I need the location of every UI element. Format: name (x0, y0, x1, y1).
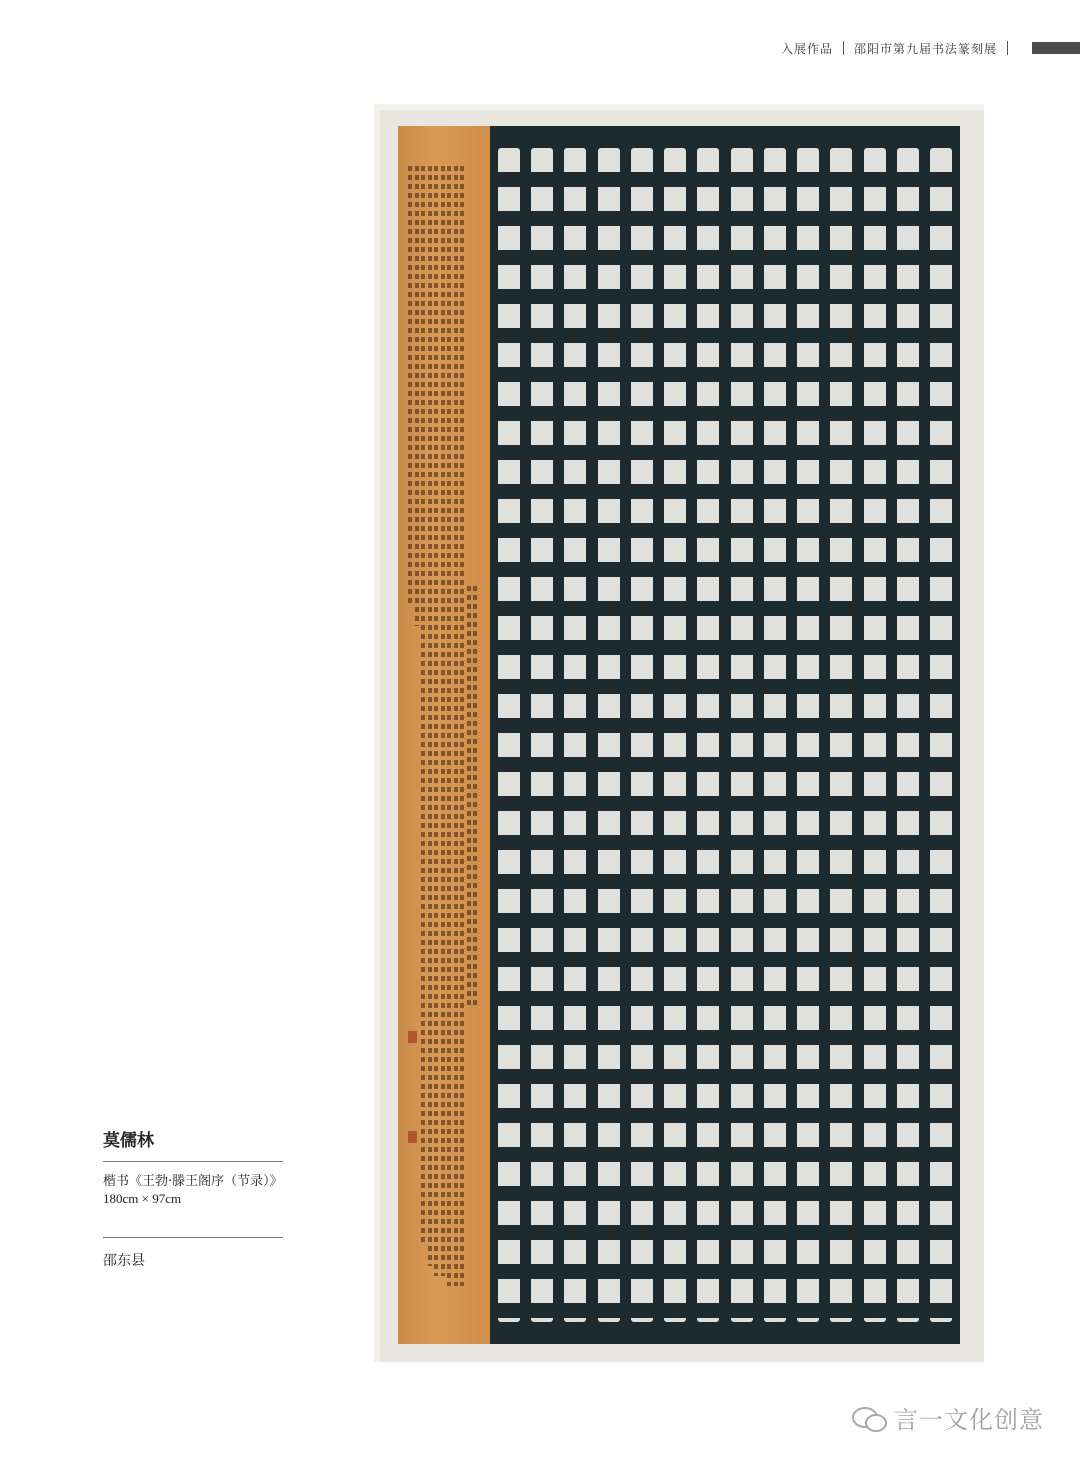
script-column (930, 148, 952, 1322)
colophon-column (434, 166, 438, 1276)
header-divider (843, 41, 844, 55)
colophon-column (408, 166, 412, 606)
wechat-icon (852, 1405, 886, 1431)
artist-name: 莫儒林 (103, 1131, 154, 1151)
script-column (664, 148, 686, 1322)
script-column (897, 148, 919, 1322)
script-column (764, 148, 786, 1322)
colophon-column (447, 166, 451, 1286)
watermark (852, 1400, 1044, 1435)
script-column (830, 148, 852, 1322)
seal-stamp (408, 1131, 417, 1143)
header-accent-bar (1032, 42, 1080, 54)
colophon-column (441, 166, 445, 1276)
header-section-label: 入展作品 (780, 41, 833, 56)
colophon-column (467, 586, 471, 1006)
script-column (564, 148, 586, 1322)
colophon-column (415, 166, 419, 626)
script-column (531, 148, 553, 1322)
calligraphy-script (498, 148, 952, 1322)
script-column (498, 148, 520, 1322)
caption-divider (103, 1161, 283, 1162)
script-column (598, 148, 620, 1322)
colophon-column (421, 166, 425, 1246)
script-column (864, 148, 886, 1322)
colophon-panel (398, 126, 490, 1344)
script-column (697, 148, 719, 1322)
seal-stamp (408, 1031, 417, 1043)
artwork-caption (103, 1126, 283, 1270)
script-column (797, 148, 819, 1322)
script-column (631, 148, 653, 1322)
main-calligraphy-panel (490, 126, 960, 1344)
work-dimensions: 180cm × 97cm (103, 1191, 182, 1206)
colophon-column (473, 586, 477, 1006)
header-exhibition-title: 邵阳市第九届书法篆刻展 (853, 41, 997, 56)
colophon-script (408, 166, 480, 1304)
artist-origin: 邵东县 (103, 1253, 145, 1269)
page-header (781, 38, 1080, 58)
work-title: 楷书《王勃·滕王阁序（节录）》 (103, 1174, 283, 1189)
colophon-column (454, 166, 458, 1286)
script-column (731, 148, 753, 1322)
colophon-column (460, 166, 464, 1286)
header-divider (1007, 41, 1008, 55)
watermark-text: 言一文化创意 (894, 1406, 1044, 1434)
calligraphy-artwork-image (398, 126, 960, 1344)
caption-divider (103, 1237, 283, 1238)
colophon-column (428, 166, 432, 1266)
